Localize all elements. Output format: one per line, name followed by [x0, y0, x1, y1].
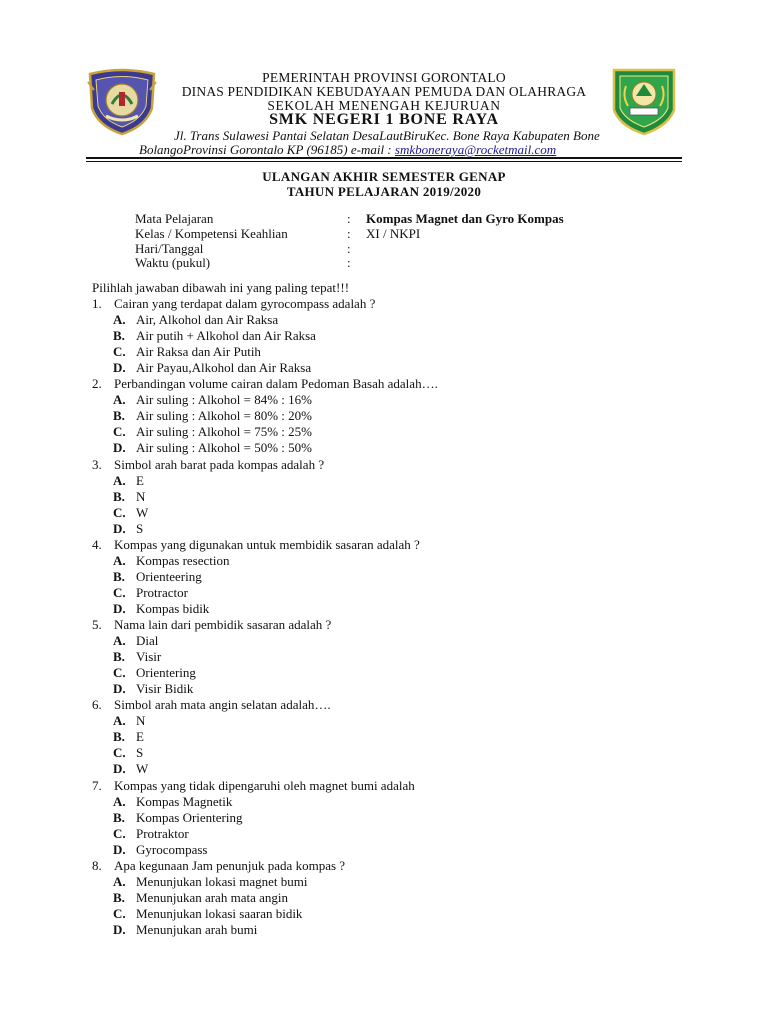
- option-letter: A.: [113, 793, 126, 809]
- option-text: N: [136, 488, 146, 504]
- option-letter: D.: [113, 761, 126, 777]
- option-text: Gyrocompass: [136, 841, 208, 857]
- option-letter: A.: [113, 472, 126, 488]
- option-text: Menunjukan lokasi saaran bidik: [136, 905, 303, 921]
- option-text: S: [136, 520, 144, 536]
- option-text: E: [136, 472, 144, 488]
- option-letter: B.: [113, 488, 125, 504]
- email-link[interactable]: smkboneraya@rocketmail.com: [394, 142, 557, 157]
- option-text: Menunjukan arah bumi: [136, 921, 258, 937]
- option-text: W: [136, 761, 149, 777]
- question-number: 3.: [92, 456, 102, 472]
- option-text: Air Payau,Alkohol dan Air Raksa: [136, 360, 312, 376]
- option-letter: D.: [113, 681, 126, 697]
- letterhead-department: DINAS PENDIDIKAN KEBUDAYAAN PEMUDA DAN OLAHRAGA: [181, 84, 587, 99]
- option-text: Orienteering: [136, 568, 202, 584]
- letterhead-rule-thin: [86, 161, 682, 162]
- info-label: Mata Pelajaran: [135, 211, 214, 226]
- info-colon: :: [347, 255, 351, 270]
- option-text: Air suling : Alkohol = 50% : 50%: [136, 440, 312, 456]
- option-text: Kompas Magnetik: [136, 793, 233, 809]
- option-text: Kompas resection: [136, 552, 230, 568]
- info-label: Kelas / Kompetensi Keahlian: [135, 226, 288, 241]
- instruction-text: Pilihlah jawaban dibawah ini yang paling tepat!!!: [92, 280, 350, 295]
- question-number: 4.: [92, 536, 102, 552]
- option-text: Orientering: [136, 665, 196, 681]
- letterhead-government: PEMERINTAH PROVINSI GORONTALO: [262, 70, 506, 85]
- option-text: Dial: [136, 633, 159, 649]
- option-letter: D.: [113, 841, 126, 857]
- option-letter: C.: [113, 665, 126, 681]
- option-text: Menunjukan lokasi magnet bumi: [136, 873, 308, 889]
- option-text: S: [136, 745, 144, 761]
- question-text: Perbandingan volume cairan dalam Pedoman Basah adalah….: [114, 376, 438, 392]
- option-letter: B.: [113, 889, 125, 905]
- info-colon: :: [347, 211, 351, 226]
- info-value: XI / NKPI: [366, 226, 421, 241]
- question-number: 1.: [92, 296, 102, 311]
- option-letter: B.: [113, 649, 125, 665]
- option-letter: A.: [113, 552, 126, 568]
- question-text: Simbol arah mata angin selatan adalah….: [114, 697, 331, 713]
- question-text: Kompas yang digunakan untuk membidik sasaran adalah ?: [114, 536, 420, 552]
- question-text: Simbol arah barat pada kompas adalah ?: [114, 456, 325, 472]
- option-letter: D.: [113, 921, 126, 937]
- question-number: 8.: [92, 857, 102, 873]
- question-number: 7.: [92, 777, 102, 793]
- option-letter: B.: [113, 408, 125, 424]
- option-letter: C.: [113, 905, 126, 921]
- address-line2-text: BolangoProvinsi Gorontalo KP (96185) e-mail :: [139, 142, 395, 157]
- option-text: Kompas Orientering: [136, 809, 243, 825]
- option-text: Air suling : Alkohol = 75% : 25%: [136, 424, 312, 440]
- option-text: E: [136, 729, 144, 745]
- question-text: Kompas yang tidak dipengaruhi oleh magnet bumi adalah: [114, 777, 415, 793]
- letterhead-address-line2: [139, 142, 556, 158]
- option-letter: B.: [113, 809, 125, 825]
- option-letter: C.: [113, 825, 126, 841]
- letterhead-school-type: SEKOLAH MENENGAH KEJURUAN: [267, 98, 501, 113]
- option-letter: A.: [113, 392, 126, 408]
- option-text: Air suling : Alkohol = 80% : 20%: [136, 408, 312, 424]
- option-letter: D.: [113, 520, 126, 536]
- option-letter: C.: [113, 504, 126, 520]
- info-label: Waktu (pukul): [135, 255, 211, 270]
- option-letter: C.: [113, 584, 126, 600]
- option-letter: C.: [113, 424, 126, 440]
- option-letter: A.: [113, 312, 126, 328]
- exam-title: ULANGAN AKHIR SEMESTER GENAP: [262, 169, 506, 184]
- info-label: Hari/Tanggal: [135, 241, 204, 256]
- question-number: 5.: [92, 617, 102, 632]
- option-letter: D.: [113, 360, 126, 376]
- option-letter: D.: [113, 440, 126, 456]
- question-text: Nama lain dari pembidik sasaran adalah ?: [114, 617, 332, 632]
- option-letter: B.: [113, 729, 125, 745]
- option-text: W: [136, 504, 149, 520]
- letterhead-school-name: SMK NEGERI 1 BONE RAYA: [269, 111, 499, 128]
- option-letter: C.: [113, 745, 126, 761]
- exam-year: TAHUN PELAJARAN 2019/2020: [286, 184, 482, 199]
- option-letter: A.: [113, 713, 126, 729]
- option-text: Air, Alkohol dan Air Raksa: [136, 312, 279, 328]
- question-text: Cairan yang terdapat dalam gyrocompass adalah ?: [114, 296, 376, 311]
- question-number: 6.: [92, 697, 102, 713]
- option-letter: A.: [113, 873, 126, 889]
- option-letter: B.: [113, 328, 125, 344]
- option-text: Air suling : Alkohol = 84% : 16%: [136, 392, 312, 408]
- option-text: Menunjukan arah mata angin: [136, 889, 288, 905]
- info-colon: :: [347, 226, 351, 241]
- question-text: Apa kegunaan Jam penunjuk pada kompas ?: [114, 857, 346, 873]
- option-text: Visir: [136, 649, 162, 665]
- question-number: 2.: [92, 376, 102, 392]
- option-text: Protractor: [136, 584, 188, 600]
- option-letter: D.: [113, 600, 126, 616]
- info-colon: :: [347, 241, 351, 256]
- option-letter: C.: [113, 344, 126, 360]
- option-letter: A.: [113, 633, 126, 649]
- option-text: Visir Bidik: [136, 681, 194, 697]
- info-value: Kompas Magnet dan Gyro Kompas: [366, 211, 564, 226]
- option-text: Kompas bidik: [136, 600, 210, 616]
- option-text: Protraktor: [136, 825, 189, 841]
- option-text: Air Raksa dan Air Putih: [136, 344, 261, 360]
- letterhead-rule-thick: [86, 157, 682, 159]
- option-text: N: [136, 713, 146, 729]
- option-text: Air putih + Alkohol dan Air Raksa: [136, 328, 316, 344]
- option-letter: B.: [113, 568, 125, 584]
- letterhead-address-line1: Jl. Trans Sulawesi Pantai Selatan DesaLautBiruKec. Bone Raya Kabupaten Bone: [174, 128, 600, 143]
